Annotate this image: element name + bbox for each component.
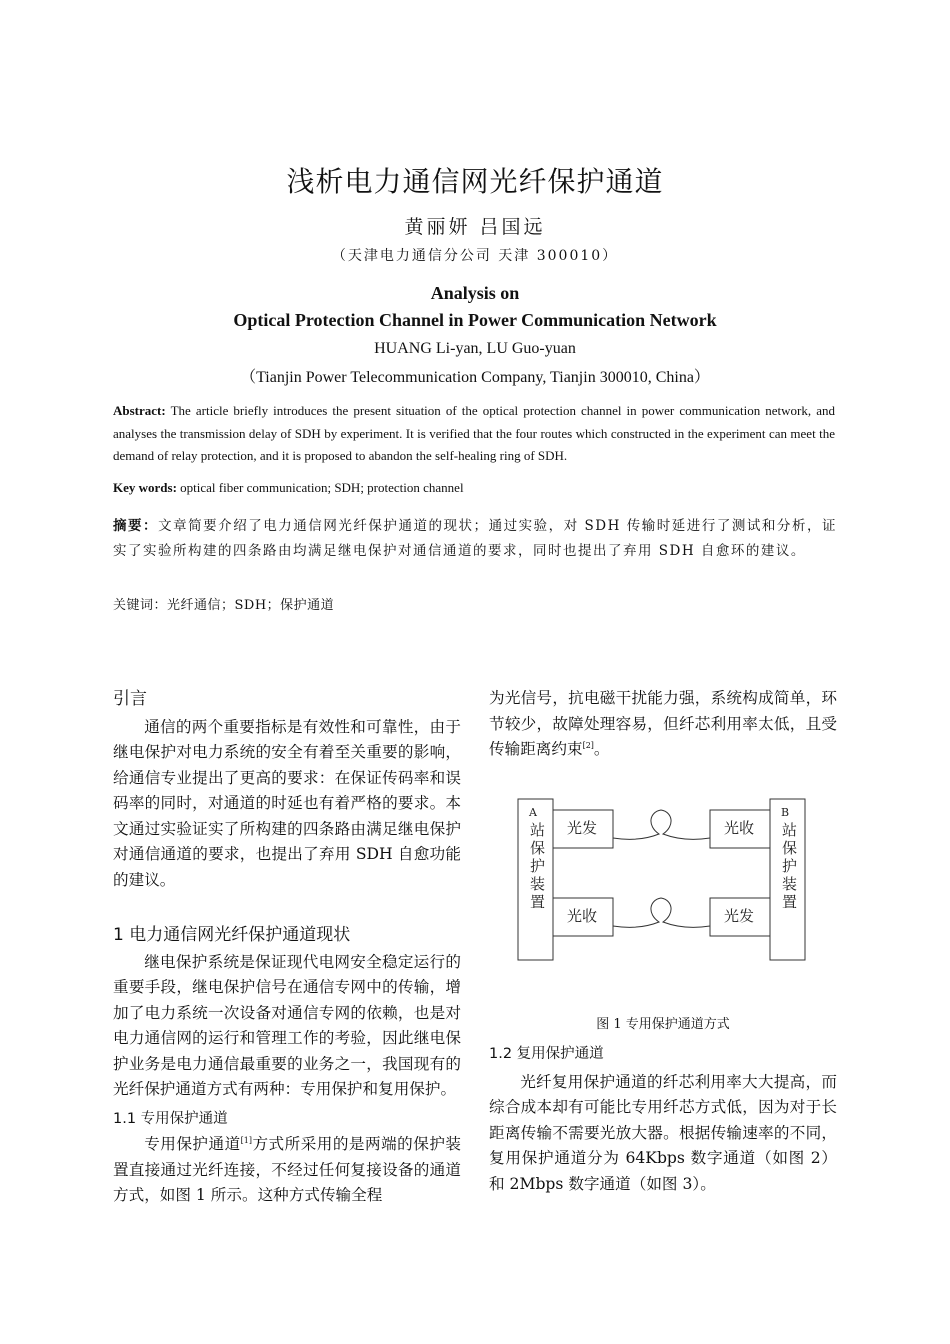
label-rx-top-right: 光收 [724,819,755,837]
abstract-en-text: The article briefly introduces the present situation of the optical protection channel in power communication network, and analyses the transmission delay of SDH by experiment. It is verified that the four routes which constructed in the experiment can meet the demand of relay protection, and it is proposed to abandon the self-healing ring of SDH. [113,403,835,463]
station-a-char-4: 置 [530,893,546,911]
keywords-cn [113,593,837,618]
station-a-letter: A [529,806,537,819]
section1-2-heading: 1.2 复用保护通道 [489,1046,604,1062]
section1-2 [489,1042,837,1197]
right-column [489,686,837,763]
figure-1-caption: 图 1 专用保护通道方式 [596,1017,730,1032]
station-b-char-4: 置 [782,893,798,911]
keywords-en-label: Key words: [113,480,177,495]
fiber-loop-top [613,810,710,839]
ref-2[interactable]: [2] [582,741,594,750]
intro-paragraph: 通信的两个重要指标是有效性和可靠性，由于继电保护对电力系统的安全有着至关重要的影响，给通信专业提出了更高的要求：在保证传码率和误码率的同时，对通道的时延也有着严格的要求。本文通过实验证实了所构建的四条路由满足继电保护对通信通道的要求，也提出了弃用 SDH 自愈功能的建议。 [113,717,461,889]
station-b-char-3: 装 [782,875,798,893]
keywords-en-text: optical fiber communication; SDH; protection channel [176,480,464,495]
label-rx-bottom-left: 光收 [567,907,598,925]
left-column [113,686,461,1209]
authors-cn: 黄丽妍 吕国远 [404,216,546,238]
section1-1-heading: 1.1 专用保护通道 [113,1110,228,1127]
abstract-cn-label: 摘要： [113,518,159,534]
section1-2-paragraph: 光纤复用保护通道的纤芯利用率大大提高，而综合成本却有可能比专用纤芯方式低，因为对于长距离传输不需要光放大器。根据传输速率的不同，复用保护通道分为 64Kbps 数字通道（如图 2）和 2Mbps 数字通道（如图 3）。 [489,1072,837,1193]
authors-en: HUANG Li-yan, LU Guo-yuan [374,340,576,357]
figure-1 [489,790,837,970]
station-b-char-2: 护 [782,857,798,875]
paper-title: 浅析电力通信网光纤保护通道 [286,165,664,198]
figure-1-diagram [489,790,837,970]
fiber-loop-bottom [613,898,710,927]
station-a-char-3: 装 [530,875,546,893]
station-b-char-0: 站 [782,821,798,839]
station-b-letter: B [781,806,790,819]
keywords-cn-label: 关键词： [113,598,168,613]
section1-heading: 1 电力通信网光纤保护通道现状 [113,925,351,945]
affiliation-en: （Tianjin Power Telecommunication Company, Tianjin 300010, China） [240,369,710,386]
label-tx-bottom-right: 光发 [724,907,755,925]
title-en-line2: Optical Protection Channel in Power Communication Network [233,310,717,330]
keywords-cn-text: 光纤通信；SDH；保护通道 [167,598,335,613]
station-a-char-0: 站 [530,821,546,839]
station-a-char-2: 护 [530,857,546,875]
section1-1-text-a: 专用保护通道 [144,1135,241,1153]
station-a-char-1: 保 [530,839,546,857]
continued-text-a: 为光信号，抗电磁干扰能力强，系统构成简单，环节较少，故障处理容易，但纤芯利用率太低，且受传输距离约束 [489,689,837,758]
title-en-line1: Analysis on [430,283,520,303]
label-tx-top-left: 光发 [567,819,598,837]
section1-1-text-b: 方式所采用的是两端的保护装置直接通过光纤连接，不经过任何复接设备的通道方式，如图 1 所示。这种方式传输全程 [113,1135,461,1204]
abstract-en [113,400,835,468]
abstract-cn [113,514,837,564]
station-b-char-1: 保 [782,839,798,857]
section1-1-paragraph [113,1132,461,1209]
continued-text-b: 。 [593,740,610,758]
keywords-en [113,477,835,500]
ref-1[interactable]: [1] [240,1136,252,1145]
section1-paragraph: 继电保护系统是保证现代电网安全稳定运行的重要手段，继电保护信号在通信专网中的传输，增加了电力系统一次设备对通信专网的依赖，也是对电力通信网的运行和管理工作的考验，因此继电保护业务是电力通信最重要的业务之一，我国现有的光纤保护通道方式有两种：专用保护和复用保护。 [113,952,461,1098]
abstract-en-label: Abstract: [113,403,166,418]
affiliation-cn: （天津电力通信分公司 天津 300010） [331,248,619,264]
abstract-cn-text: 文章简要介绍了电力通信网光纤保护通道的现状；通过实验，对 SDH 传输时延进行了测试和分析，证实了实验所构建的四条路由均满足继电保护对通信通道的要求，同时也提出了弃用 SDH 自愈环的建议。 [113,518,837,559]
intro-heading: 引言 [113,689,147,709]
section1-1-continued [489,686,837,763]
